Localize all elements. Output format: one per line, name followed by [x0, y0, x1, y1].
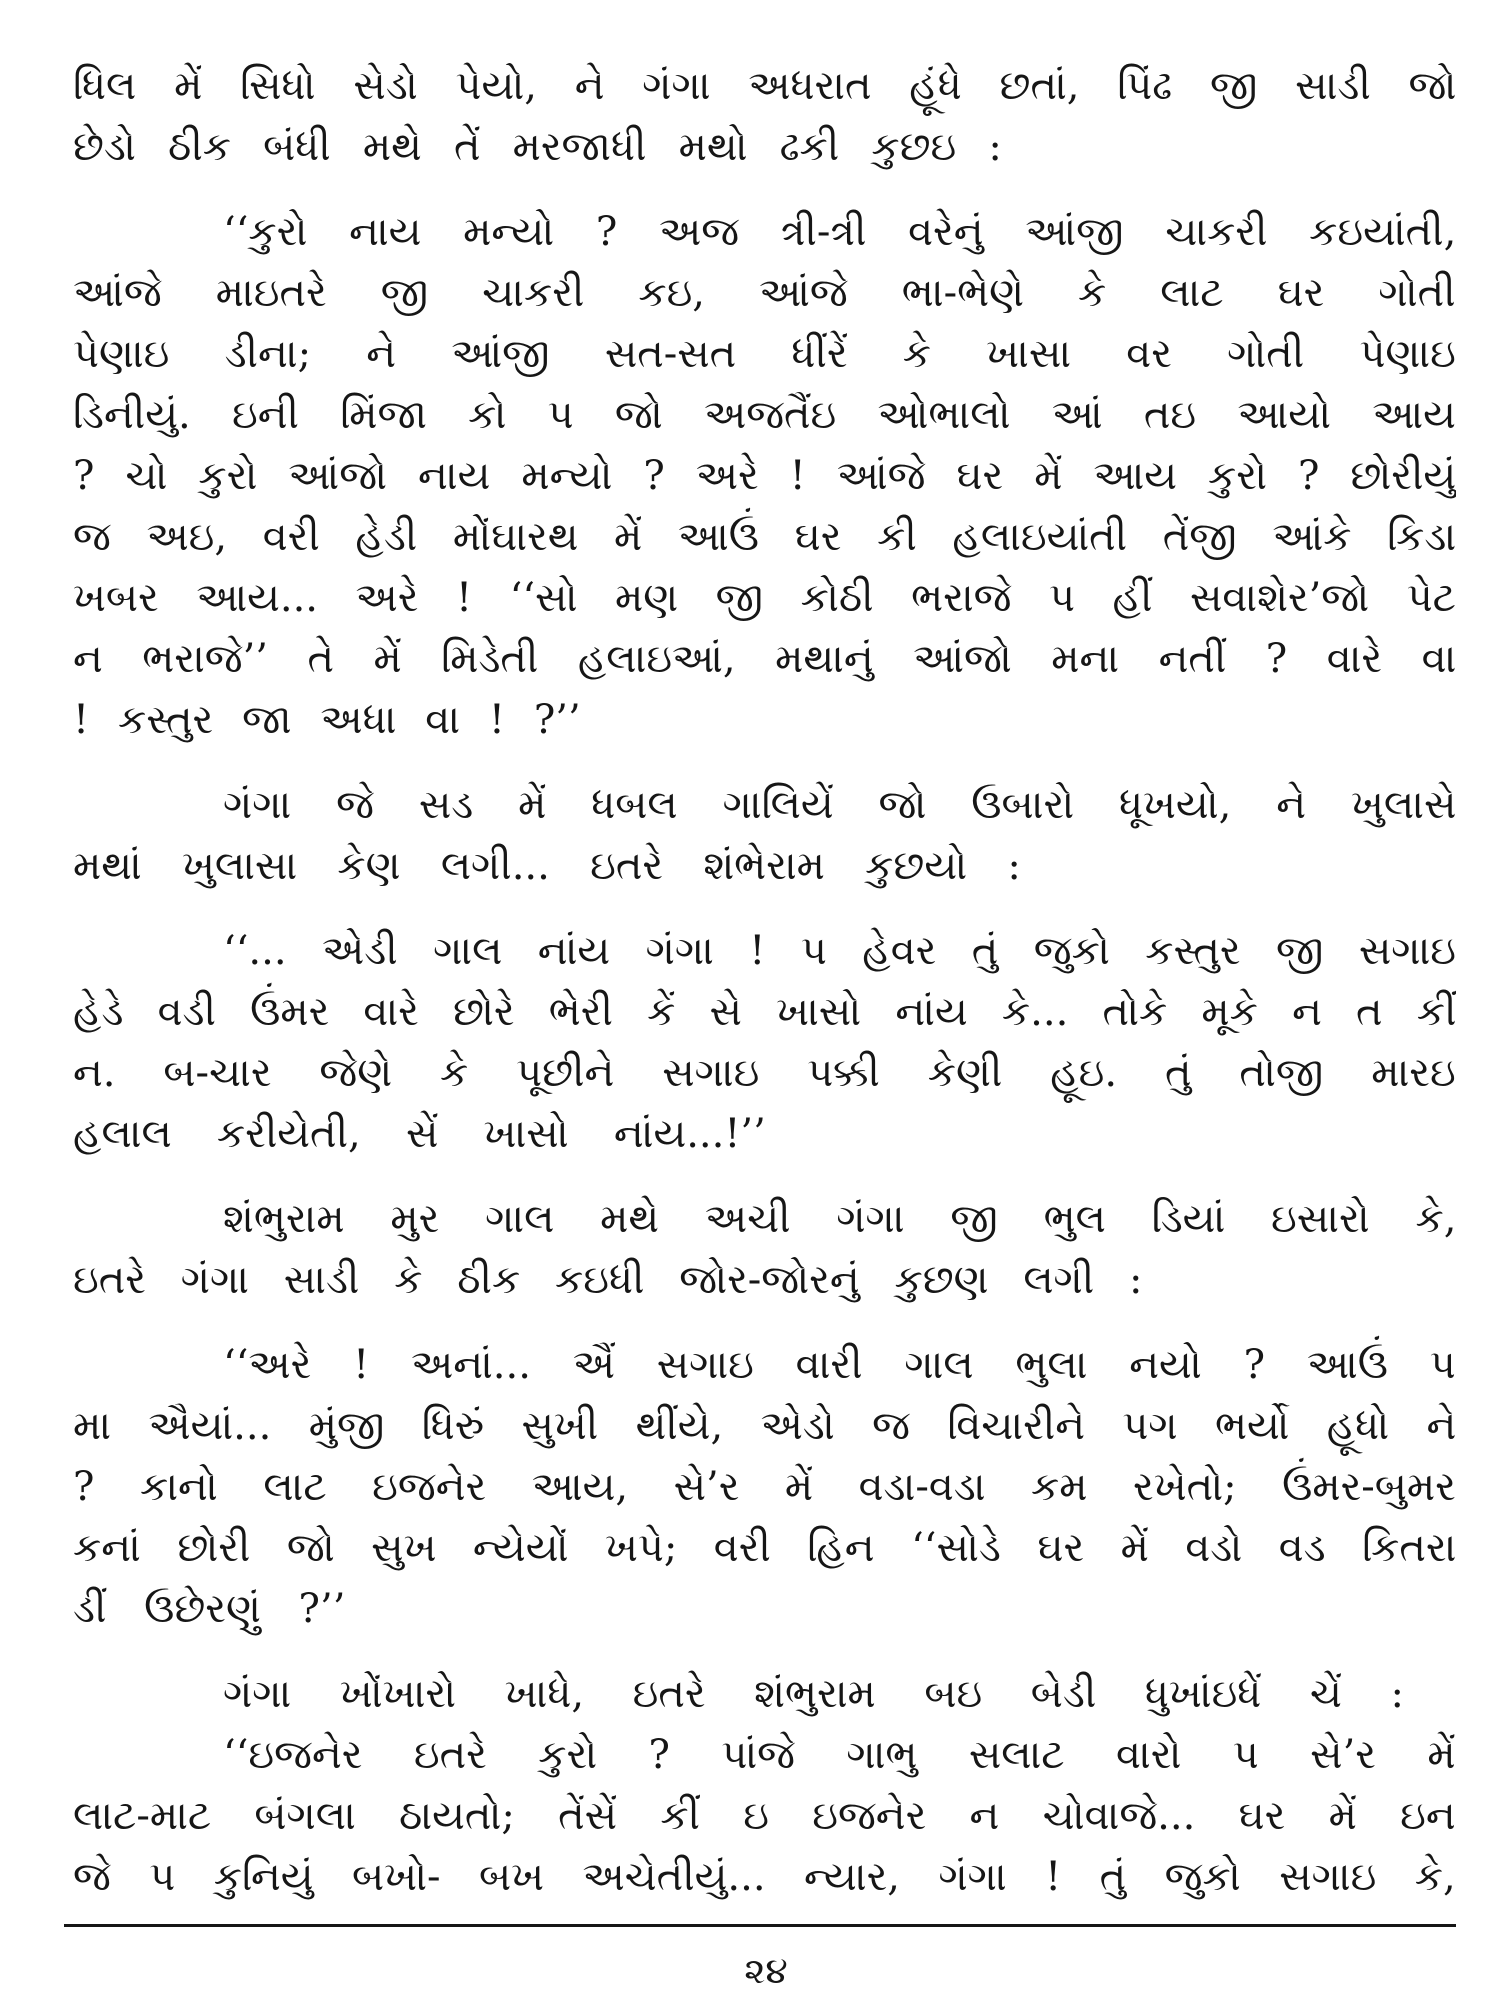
- page-number: ૨૪: [744, 1951, 788, 1992]
- line-text: ‘‘અરે ! અનાં... ઐં સગાઇ વારી ગાલ ભુલા નયો ? આઉં પ: [223, 1342, 1456, 1388]
- text-line: [73, 263, 1456, 324]
- line-text: લાટ-માટ બંગલા ઠાયતો; તેંસેં કીં ઇ ઇજનેર ન ચોવાજે... ઘર મેં ઇન: [73, 1793, 1456, 1839]
- text-line: [73, 385, 1456, 446]
- text-line: [73, 836, 1021, 897]
- text-line: [73, 982, 1456, 1043]
- line-text: શંભુરામ મુર ગાલ મથે અચી ગંગા જી ભુલ ડિયાં ઇસારો કે,: [223, 1196, 1456, 1242]
- line-text: ? કાનો લાટ ઇજનેર આય, સે’ર મેં વડા-વડા કમ રખેતો; ઉંમર-બુમર: [73, 1464, 1456, 1510]
- line-text: ખબર આય... અરે ! ‘‘સો મણ જી કોઠી ભરાજે પ હીં સવાશેર’જો પેટ: [73, 575, 1456, 621]
- line-text: ‘‘કુરો નાય મન્યો ? અજ ત્રી-ત્રી વરેનું આંજી ચાકરી કઇયાંતી,: [223, 209, 1456, 255]
- line-text: પેણાઇ ડીના; ને આંજી સત-સત ધીંરેં કે ખાસા વર ગોતી પેણાઇ: [73, 331, 1456, 377]
- text-line: [73, 1786, 1456, 1847]
- text-line: [223, 1664, 1404, 1725]
- line-text: જ અઇ, વરી હેડી મોંઘારથ મેં આઉં ઘર કી હલાઇયાંતી તેંજી આંકે કિડા: [73, 514, 1456, 560]
- footer-rule: [64, 1924, 1456, 1927]
- line-text: હલાલ કરીયેતી, સેં ખાસો નાંય...!’’: [73, 1111, 766, 1157]
- line-text: હેડે વડી ઉંમર વારે છોરે ભેરી કેં સે ખાસો નાંય કે... તોકે મૂકે ન ત કીં: [73, 989, 1456, 1035]
- paragraph: [73, 1189, 1456, 1311]
- text-line: [73, 1396, 1456, 1457]
- line-text: ‘‘ઇજનેર ઇતરે કુરો ? પાંજે ગાભુ સલાટ વારો પ સે’ર મેં: [223, 1732, 1456, 1778]
- line-text: ! કસ્તુર જા અધા વા ! ?’’: [73, 697, 581, 743]
- line-text: ડીં ઉછેરણું ?’’: [73, 1586, 345, 1632]
- text-line: [73, 324, 1456, 385]
- text-line: [223, 202, 1456, 263]
- line-text: છેડો ઠીક બંધી મથે તેં મરજાધી મથો ઢકી કુછઇ :: [73, 124, 1002, 170]
- line-text: ધિલ મેં સિધો સેડો પેયો, ને ગંગા અધરાત હૂંધે છતાં, પિંઢ જી સાડી જો: [73, 63, 1456, 109]
- text-line: [73, 1043, 1456, 1104]
- text-line: [73, 1104, 766, 1165]
- paragraph: [73, 1335, 1456, 1640]
- paragraph: [73, 775, 1456, 897]
- line-text: મથાં ખુલાસા કેણ લગી... ઇતરે શંભેરામ કુછયો :: [73, 843, 1021, 889]
- text-line: [73, 507, 1456, 568]
- line-text: જે પ કુનિયું બખો- બખ અચેતીયું... ન્યાર, ગંગા ! તું જુકો સગાઇ કે,: [73, 1854, 1456, 1900]
- text-line: [73, 117, 1002, 178]
- text-line: [73, 568, 1456, 629]
- line-text: ‘‘... એડી ગાલ નાંય ગંગા ! પ હેવર તું જુકો કસ્તુર જી સગાઇ: [223, 928, 1456, 974]
- text-line: [223, 1335, 1456, 1396]
- line-text: ઇતરે ગંગા સાડી કે ઠીક કઇધી જોર-જોરનું કુછણ લગી :: [73, 1257, 1143, 1303]
- text-line: [73, 1250, 1143, 1311]
- line-text: મા ઐયાં... મુંજી ધિરું સુખી થીંયે, એડો જ વિચારીને પગ ભર્યો હૂધો ને: [73, 1403, 1456, 1449]
- text-line: [73, 446, 1456, 507]
- text-line: [73, 629, 1456, 690]
- line-text: કનાં છોરી જો સુખ ન્યેયોં ખપે; વરી હિન ‘‘સોડે ઘર મેં વડો વડ કિતરા: [73, 1525, 1456, 1571]
- text-line: [223, 1189, 1456, 1250]
- text-line: [223, 921, 1456, 982]
- text-line: [73, 1518, 1456, 1579]
- text-line: [223, 1725, 1456, 1786]
- line-text: ગંગા જે સડ મેં ધબલ ગાલિયેં જો ઉબારો ધૂખયો, ને ખુલાસે: [223, 782, 1456, 828]
- paragraph: [73, 1725, 1456, 1908]
- line-text: આંજે માઇતરે જી ચાકરી કઇ, આંજે ભા-ભેણે કે લાટ ઘર ગોતી: [73, 270, 1456, 316]
- text-line: [73, 56, 1456, 117]
- line-text: ? ચો કુરો આંજો નાય મન્યો ? અરે ! આંજે ઘર મેં આય કુરો ? છોરીયું: [73, 453, 1456, 499]
- paragraph: [73, 56, 1456, 178]
- text-line: [73, 690, 581, 751]
- text-line: [73, 1579, 345, 1640]
- line-text: ન ભરાજે’’ તે મેં મિડેતી હલાઇઆં, મથાનું આંજો મના નતીં ? વારે વા: [73, 636, 1456, 682]
- text-line: [73, 1457, 1456, 1518]
- line-text: ન. બ-ચાર જેણે કે પૂછીને સગાઇ પક્કી કેણી હૂઇ. તું તોજી મારઇ: [73, 1050, 1456, 1096]
- paragraph: [73, 921, 1456, 1165]
- text-line: [73, 1847, 1456, 1908]
- text-line: [223, 775, 1456, 836]
- line-text: ડિનીયું. ઇની મિંજા કો પ જો અજતૈંઇ ઓભાલો આં તઇ આયો આય: [73, 392, 1456, 438]
- line-text: ગંગા ખોંખારો ખાધે, ઇતરે શંભુરામ બઇ બેડી ધુખાંઇધેં ચેં :: [223, 1671, 1404, 1717]
- paragraph: [73, 1664, 1456, 1725]
- paragraph: [73, 202, 1456, 751]
